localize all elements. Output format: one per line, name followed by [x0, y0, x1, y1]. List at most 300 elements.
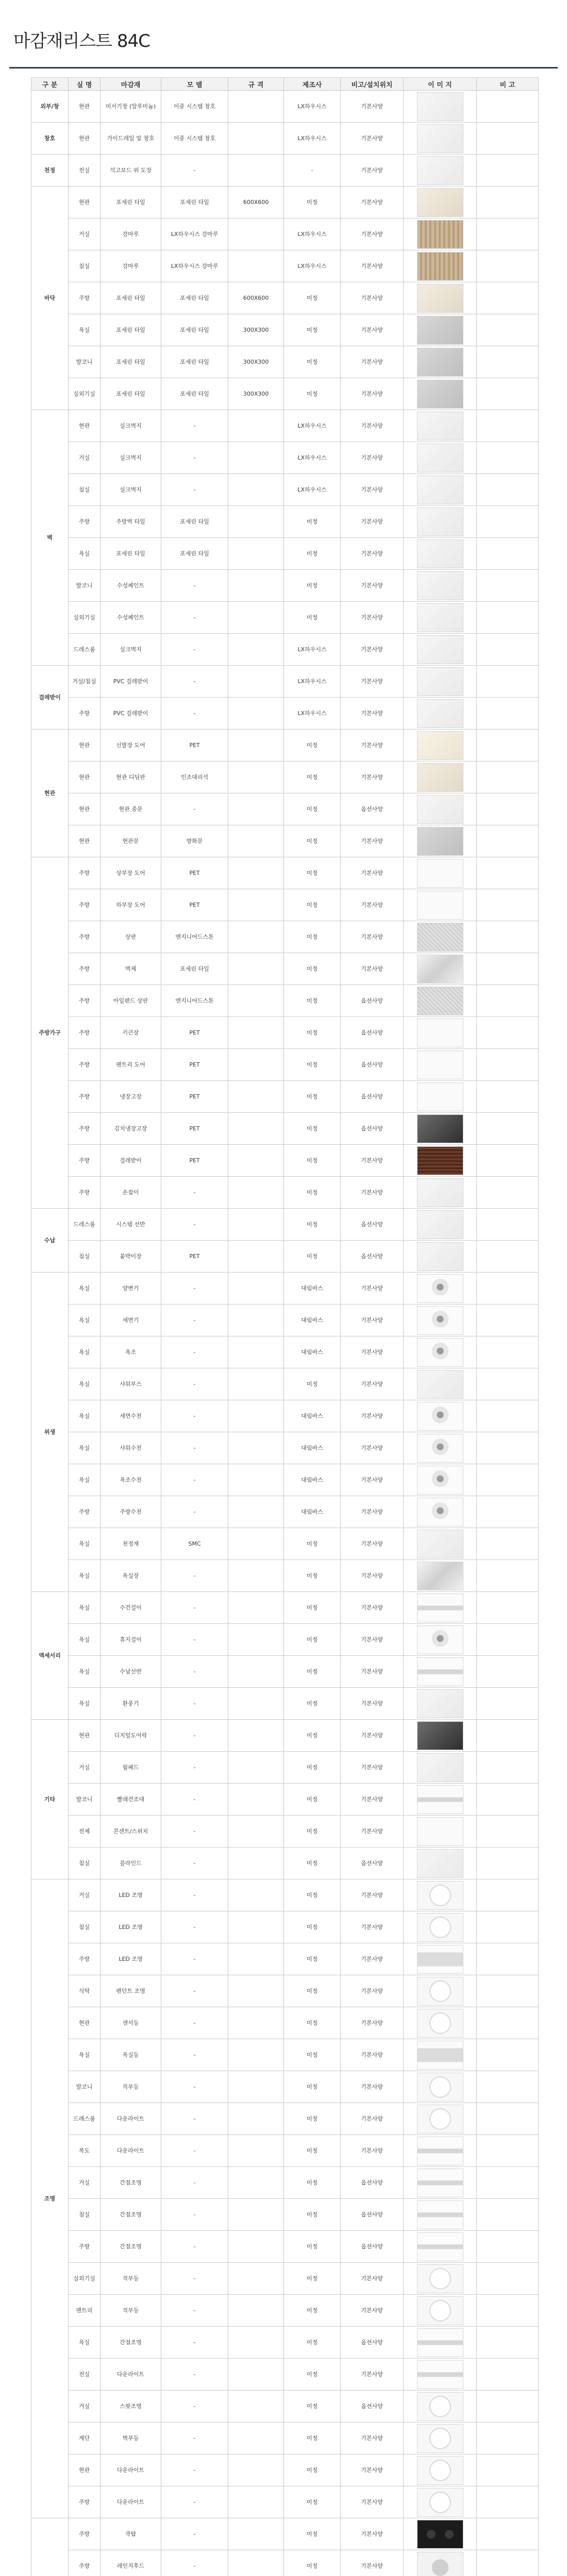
image-cell: [404, 1241, 477, 1273]
note-cell: [477, 825, 539, 857]
material-cell: 손잡이: [101, 1177, 161, 1209]
material-thumbnail: [417, 699, 463, 728]
table-row: [31, 1720, 539, 1752]
maker-cell: 미정: [284, 1017, 341, 1049]
image-cell: [404, 1017, 477, 1049]
maker-cell: 미정: [284, 921, 341, 953]
maker-cell: 미정: [284, 2359, 341, 2391]
table-row: [31, 1145, 539, 1177]
maker-cell: -: [284, 155, 341, 187]
table-row: [31, 1943, 539, 1975]
model-cell: PET: [161, 857, 228, 889]
image-cell: [404, 1816, 477, 1848]
room-cell: 주방: [69, 857, 101, 889]
maker-cell: 미정: [284, 2007, 341, 2039]
size-cell: [228, 2295, 284, 2327]
note-cell: [477, 1177, 539, 1209]
size-cell: [228, 1879, 284, 1911]
material-thumbnail: [417, 188, 463, 217]
size-cell: [228, 2135, 284, 2167]
model-cell: -: [161, 1400, 228, 1432]
table-row: [31, 889, 539, 921]
location-cell: 기본사양: [341, 2550, 404, 2576]
category-cell: 벽: [31, 410, 69, 666]
image-cell: [404, 2359, 477, 2391]
table-row: [31, 2039, 539, 2071]
location-cell: 기본사양: [341, 1816, 404, 1848]
note-cell: [477, 2167, 539, 2199]
image-cell: [404, 1273, 477, 1304]
room-cell: 주방: [69, 953, 101, 985]
material-thumbnail: [417, 1849, 463, 1878]
note-cell: [477, 1336, 539, 1368]
size-cell: [228, 2391, 284, 2422]
maker-cell: 미정: [284, 1145, 341, 1177]
table-row: [31, 91, 539, 123]
size-cell: [228, 2327, 284, 2359]
size-cell: [228, 250, 284, 282]
material-cell: LED 조명: [101, 1879, 161, 1911]
image-cell: [404, 889, 477, 921]
location-cell: 기본사양: [341, 1656, 404, 1688]
size-cell: [228, 953, 284, 985]
model-cell: PET: [161, 1017, 228, 1049]
location-cell: 기본사양: [341, 2135, 404, 2167]
table-row: [31, 1336, 539, 1368]
note-cell: [477, 634, 539, 666]
room-cell: 거실: [69, 442, 101, 474]
room-cell: 주방: [69, 889, 101, 921]
room-cell: 욕실: [69, 1560, 101, 1592]
size-cell: [228, 2039, 284, 2071]
material-cell: 실크벽지: [101, 474, 161, 506]
size-cell: [228, 1911, 284, 1943]
location-cell: 기본사양: [341, 2263, 404, 2295]
note-cell: [477, 2007, 539, 2039]
material-cell: 상판: [101, 921, 161, 953]
image-cell: [404, 250, 477, 282]
table-row: [31, 985, 539, 1017]
location-cell: 기본사양: [341, 1432, 404, 1464]
location-cell: 옵션사양: [341, 985, 404, 1017]
maker-cell: 미정: [284, 1879, 341, 1911]
size-cell: [228, 1688, 284, 1720]
note-cell: [477, 698, 539, 730]
maker-cell: 대림바스: [284, 1464, 341, 1496]
room-cell: 주방: [69, 2518, 101, 2550]
room-cell: 욕실: [69, 1400, 101, 1432]
size-cell: [228, 1496, 284, 1528]
material-thumbnail: [417, 2328, 463, 2357]
model-cell: -: [161, 1975, 228, 2007]
table-row: [31, 410, 539, 442]
image-cell: [404, 2518, 477, 2550]
model-cell: -: [161, 1943, 228, 1975]
location-cell: 옵션사양: [341, 1241, 404, 1273]
table-row: [31, 825, 539, 857]
image-cell: [404, 793, 477, 825]
location-cell: 기본사양: [341, 921, 404, 953]
category-cell: 바닥: [31, 187, 69, 410]
size-cell: [228, 91, 284, 123]
maker-cell: LX하우시스: [284, 218, 341, 250]
table-row: [31, 1400, 539, 1432]
model-cell: 이중 시스템 창호: [161, 91, 228, 123]
location-cell: 기본사양: [341, 730, 404, 761]
room-cell: 욕실: [69, 314, 101, 346]
model-cell: -: [161, 410, 228, 442]
location-cell: 옵션사양: [341, 1113, 404, 1145]
material-thumbnail: [417, 1242, 463, 1271]
size-cell: [228, 2199, 284, 2231]
note-cell: [477, 2327, 539, 2359]
note-cell: [477, 1560, 539, 1592]
maker-cell: 미정: [284, 1848, 341, 1879]
room-cell: 현관: [69, 1720, 101, 1752]
table-row: [31, 1560, 539, 1592]
model-cell: 포세린 타일: [161, 378, 228, 410]
material-thumbnail: [417, 92, 463, 121]
size-cell: [228, 793, 284, 825]
material-cell: 빨래건조대: [101, 1784, 161, 1816]
material-cell: 세면수전: [101, 1400, 161, 1432]
table-row: [31, 2103, 539, 2135]
note-cell: [477, 2263, 539, 2295]
room-cell: 실외기실: [69, 378, 101, 410]
material-thumbnail: [417, 476, 463, 504]
image-cell: [404, 1560, 477, 1592]
maker-cell: 미정: [284, 187, 341, 218]
maker-cell: LX하우시스: [284, 91, 341, 123]
room-cell: 침실: [69, 1848, 101, 1879]
material-cell: 실크벽지: [101, 634, 161, 666]
material-cell: 쿡탑: [101, 2518, 161, 2550]
maker-cell: 미정: [284, 2391, 341, 2422]
material-thumbnail: [417, 316, 463, 345]
material-cell: 간접조명: [101, 2199, 161, 2231]
image-cell: [404, 346, 477, 378]
column-header: 모 델: [161, 78, 228, 91]
room-cell: 현관: [69, 123, 101, 155]
material-cell: 포세린 타일: [101, 538, 161, 570]
model-cell: -: [161, 2135, 228, 2167]
column-header: 구 분: [31, 78, 69, 91]
room-cell: 주방: [69, 282, 101, 314]
model-cell: -: [161, 1624, 228, 1656]
location-cell: 기본사양: [341, 857, 404, 889]
room-cell: 발코니: [69, 2071, 101, 2103]
image-cell: [404, 2422, 477, 2454]
location-cell: 기본사양: [341, 2071, 404, 2103]
model-cell: -: [161, 1273, 228, 1304]
note-cell: [477, 442, 539, 474]
table-row: [31, 282, 539, 314]
location-cell: 기본사양: [341, 1624, 404, 1656]
location-cell: 기본사양: [341, 155, 404, 187]
size-cell: [228, 1241, 284, 1273]
room-cell: 거실: [69, 218, 101, 250]
room-cell: 주방: [69, 1113, 101, 1145]
room-cell: 주방: [69, 2231, 101, 2263]
location-cell: 기본사양: [341, 410, 404, 442]
material-cell: 강마루: [101, 250, 161, 282]
material-cell: 가이드레일 및 창호: [101, 123, 161, 155]
model-cell: -: [161, 1816, 228, 1848]
material-cell: 다운라이트: [101, 2359, 161, 2391]
table-row: [31, 2391, 539, 2422]
model-cell: -: [161, 1177, 228, 1209]
maker-cell: 미정: [284, 1177, 341, 1209]
maker-cell: LX하우시스: [284, 474, 341, 506]
maker-cell: 미정: [284, 2486, 341, 2518]
material-cell: 휴지걸이: [101, 1624, 161, 1656]
note-cell: [477, 346, 539, 378]
material-thumbnail: [417, 2264, 463, 2293]
note-cell: [477, 538, 539, 570]
note-cell: [477, 1784, 539, 1816]
model-cell: 포세린 타일: [161, 953, 228, 985]
note-cell: [477, 91, 539, 123]
maker-cell: 미정: [284, 1368, 341, 1400]
category-cell: 창호: [31, 123, 69, 155]
size-cell: [228, 2263, 284, 2295]
note-cell: [477, 953, 539, 985]
material-cell: 샤워수전: [101, 1432, 161, 1464]
table-row: [31, 2518, 539, 2550]
size-cell: [228, 2454, 284, 2486]
image-cell: [404, 602, 477, 634]
category-cell: 현관: [31, 730, 69, 857]
size-cell: [228, 570, 284, 602]
category-cell: 주방가구: [31, 857, 69, 1209]
size-cell: [228, 1464, 284, 1496]
maker-cell: 미정: [284, 2550, 341, 2576]
material-cell: 석고보드 위 도장: [101, 155, 161, 187]
note-cell: [477, 123, 539, 155]
column-header: 비고/설치위치: [341, 78, 404, 91]
location-cell: 기본사양: [341, 634, 404, 666]
room-cell: 주방: [69, 1145, 101, 1177]
table-row: [31, 793, 539, 825]
location-cell: 기본사양: [341, 1496, 404, 1528]
room-cell: 욕실: [69, 1688, 101, 1720]
size-cell: [228, 2007, 284, 2039]
table-header-row: [31, 78, 539, 91]
maker-cell: 미정: [284, 314, 341, 346]
model-cell: -: [161, 1848, 228, 1879]
room-cell: 주방: [69, 1017, 101, 1049]
table-row: [31, 953, 539, 985]
model-cell: -: [161, 2167, 228, 2199]
location-cell: 옵션사양: [341, 2231, 404, 2263]
size-cell: [228, 123, 284, 155]
table-row: [31, 1209, 539, 1241]
model-cell: -: [161, 1496, 228, 1528]
material-cell: 상부장 도어: [101, 857, 161, 889]
size-cell: [228, 1049, 284, 1081]
table-row: [31, 2199, 539, 2231]
table-row: [31, 2007, 539, 2039]
model-cell: -: [161, 570, 228, 602]
model-cell: PET: [161, 1049, 228, 1081]
size-cell: [228, 1560, 284, 1592]
table-row: [31, 1656, 539, 1688]
table-row: [31, 187, 539, 218]
size-cell: [228, 2518, 284, 2550]
model-cell: 포세린 타일: [161, 282, 228, 314]
location-cell: 기본사양: [341, 346, 404, 378]
column-header: 마감재: [101, 78, 161, 91]
category-cell: 액세서리: [31, 1592, 69, 1720]
maker-cell: 미정: [284, 1943, 341, 1975]
size-cell: [228, 1273, 284, 1304]
image-cell: [404, 698, 477, 730]
model-cell: -: [161, 1911, 228, 1943]
table-row: [31, 1528, 539, 1560]
size-cell: [228, 985, 284, 1017]
model-cell: PET: [161, 1241, 228, 1273]
location-cell: 기본사양: [341, 538, 404, 570]
table-row: [31, 1273, 539, 1304]
maker-cell: LX하우시스: [284, 123, 341, 155]
image-cell: [404, 1784, 477, 1816]
category-cell: 천정: [31, 155, 69, 187]
maker-cell: 미정: [284, 2518, 341, 2550]
location-cell: 기본사양: [341, 91, 404, 123]
location-cell: 기본사양: [341, 1943, 404, 1975]
note-cell: [477, 889, 539, 921]
image-cell: [404, 1368, 477, 1400]
material-cell: 간접조명: [101, 2231, 161, 2263]
material-cell: 현관 디딤판: [101, 761, 161, 793]
model-cell: 포세린 타일: [161, 506, 228, 538]
location-cell: 기본사양: [341, 825, 404, 857]
material-cell: 펜던트 조명: [101, 1975, 161, 2007]
model-cell: -: [161, 2550, 228, 2576]
note-cell: [477, 2039, 539, 2071]
room-cell: 주방: [69, 506, 101, 538]
room-cell: 거실: [69, 1752, 101, 1784]
room-cell: 욕실: [69, 1336, 101, 1368]
material-cell: 하부장 도어: [101, 889, 161, 921]
note-cell: [477, 282, 539, 314]
size-cell: [228, 2422, 284, 2454]
material-thumbnail: [417, 1178, 463, 1207]
size-cell: [228, 634, 284, 666]
maker-cell: 미정: [284, 953, 341, 985]
note-cell: [477, 410, 539, 442]
room-cell: 욕실: [69, 1592, 101, 1624]
note-cell: [477, 1688, 539, 1720]
note-cell: [477, 474, 539, 506]
location-cell: 기본사양: [341, 2007, 404, 2039]
size-cell: [228, 1720, 284, 1752]
model-cell: LX하우시스 강마루: [161, 218, 228, 250]
image-cell: [404, 91, 477, 123]
location-cell: 기본사양: [341, 761, 404, 793]
model-cell: -: [161, 1720, 228, 1752]
image-cell: [404, 2550, 477, 2576]
room-cell: 드레스룸: [69, 1209, 101, 1241]
material-thumbnail: [417, 1881, 463, 1910]
maker-cell: 미정: [284, 2167, 341, 2199]
material-thumbnail: [417, 891, 463, 920]
location-cell: 기본사양: [341, 250, 404, 282]
room-cell: 주방: [69, 2550, 101, 2576]
location-cell: 기본사양: [341, 1879, 404, 1911]
size-cell: [228, 1400, 284, 1432]
model-cell: -: [161, 698, 228, 730]
size-cell: [228, 1848, 284, 1879]
location-cell: 기본사양: [341, 1560, 404, 1592]
image-cell: [404, 825, 477, 857]
maker-cell: 미정: [284, 538, 341, 570]
material-cell: 양변기: [101, 1273, 161, 1304]
material-thumbnail: [417, 2520, 463, 2549]
maker-cell: 미정: [284, 2231, 341, 2263]
room-cell: 현관: [69, 2454, 101, 2486]
note-cell: [477, 1017, 539, 1049]
table-row: [31, 921, 539, 953]
material-thumbnail: [417, 1019, 463, 1047]
room-cell: 전실: [69, 155, 101, 187]
material-cell: LED 조명: [101, 1911, 161, 1943]
room-cell: 욕실: [69, 1304, 101, 1336]
room-cell: 현관: [69, 91, 101, 123]
maker-cell: 미정: [284, 2422, 341, 2454]
model-cell: 엔지니어드스톤: [161, 921, 228, 953]
size-cell: [228, 2550, 284, 2576]
image-cell: [404, 123, 477, 155]
model-cell: -: [161, 602, 228, 634]
material-thumbnail: [417, 220, 463, 249]
maker-cell: 대림바스: [284, 1400, 341, 1432]
note-cell: [477, 666, 539, 698]
image-cell: [404, 474, 477, 506]
material-cell: 포세린 타일: [101, 282, 161, 314]
room-cell: 주방: [69, 2486, 101, 2518]
image-cell: [404, 2486, 477, 2518]
model-cell: -: [161, 2327, 228, 2359]
size-cell: [228, 538, 284, 570]
location-cell: 옵션사양: [341, 1049, 404, 1081]
size-cell: 300X300: [228, 378, 284, 410]
size-cell: [228, 506, 284, 538]
note-cell: [477, 1879, 539, 1911]
image-cell: [404, 538, 477, 570]
model-cell: 포세린 타일: [161, 346, 228, 378]
model-cell: -: [161, 2007, 228, 2039]
material-cell: 키큰장: [101, 1017, 161, 1049]
size-cell: [228, 1017, 284, 1049]
model-cell: -: [161, 2103, 228, 2135]
room-cell: 주방: [69, 1081, 101, 1113]
image-cell: [404, 1943, 477, 1975]
location-cell: 옵션사양: [341, 2327, 404, 2359]
note-cell: [477, 1432, 539, 1464]
image-cell: [404, 410, 477, 442]
size-cell: [228, 1145, 284, 1177]
material-cell: 벽체: [101, 953, 161, 985]
location-cell: 옵션사양: [341, 1848, 404, 1879]
note-cell: [477, 314, 539, 346]
material-cell: 간접조명: [101, 2327, 161, 2359]
size-cell: [228, 1752, 284, 1784]
material-cell: 간접조명: [101, 2167, 161, 2199]
material-cell: 샤워부스: [101, 1368, 161, 1400]
note-cell: [477, 1816, 539, 1848]
table-row: [31, 123, 539, 155]
